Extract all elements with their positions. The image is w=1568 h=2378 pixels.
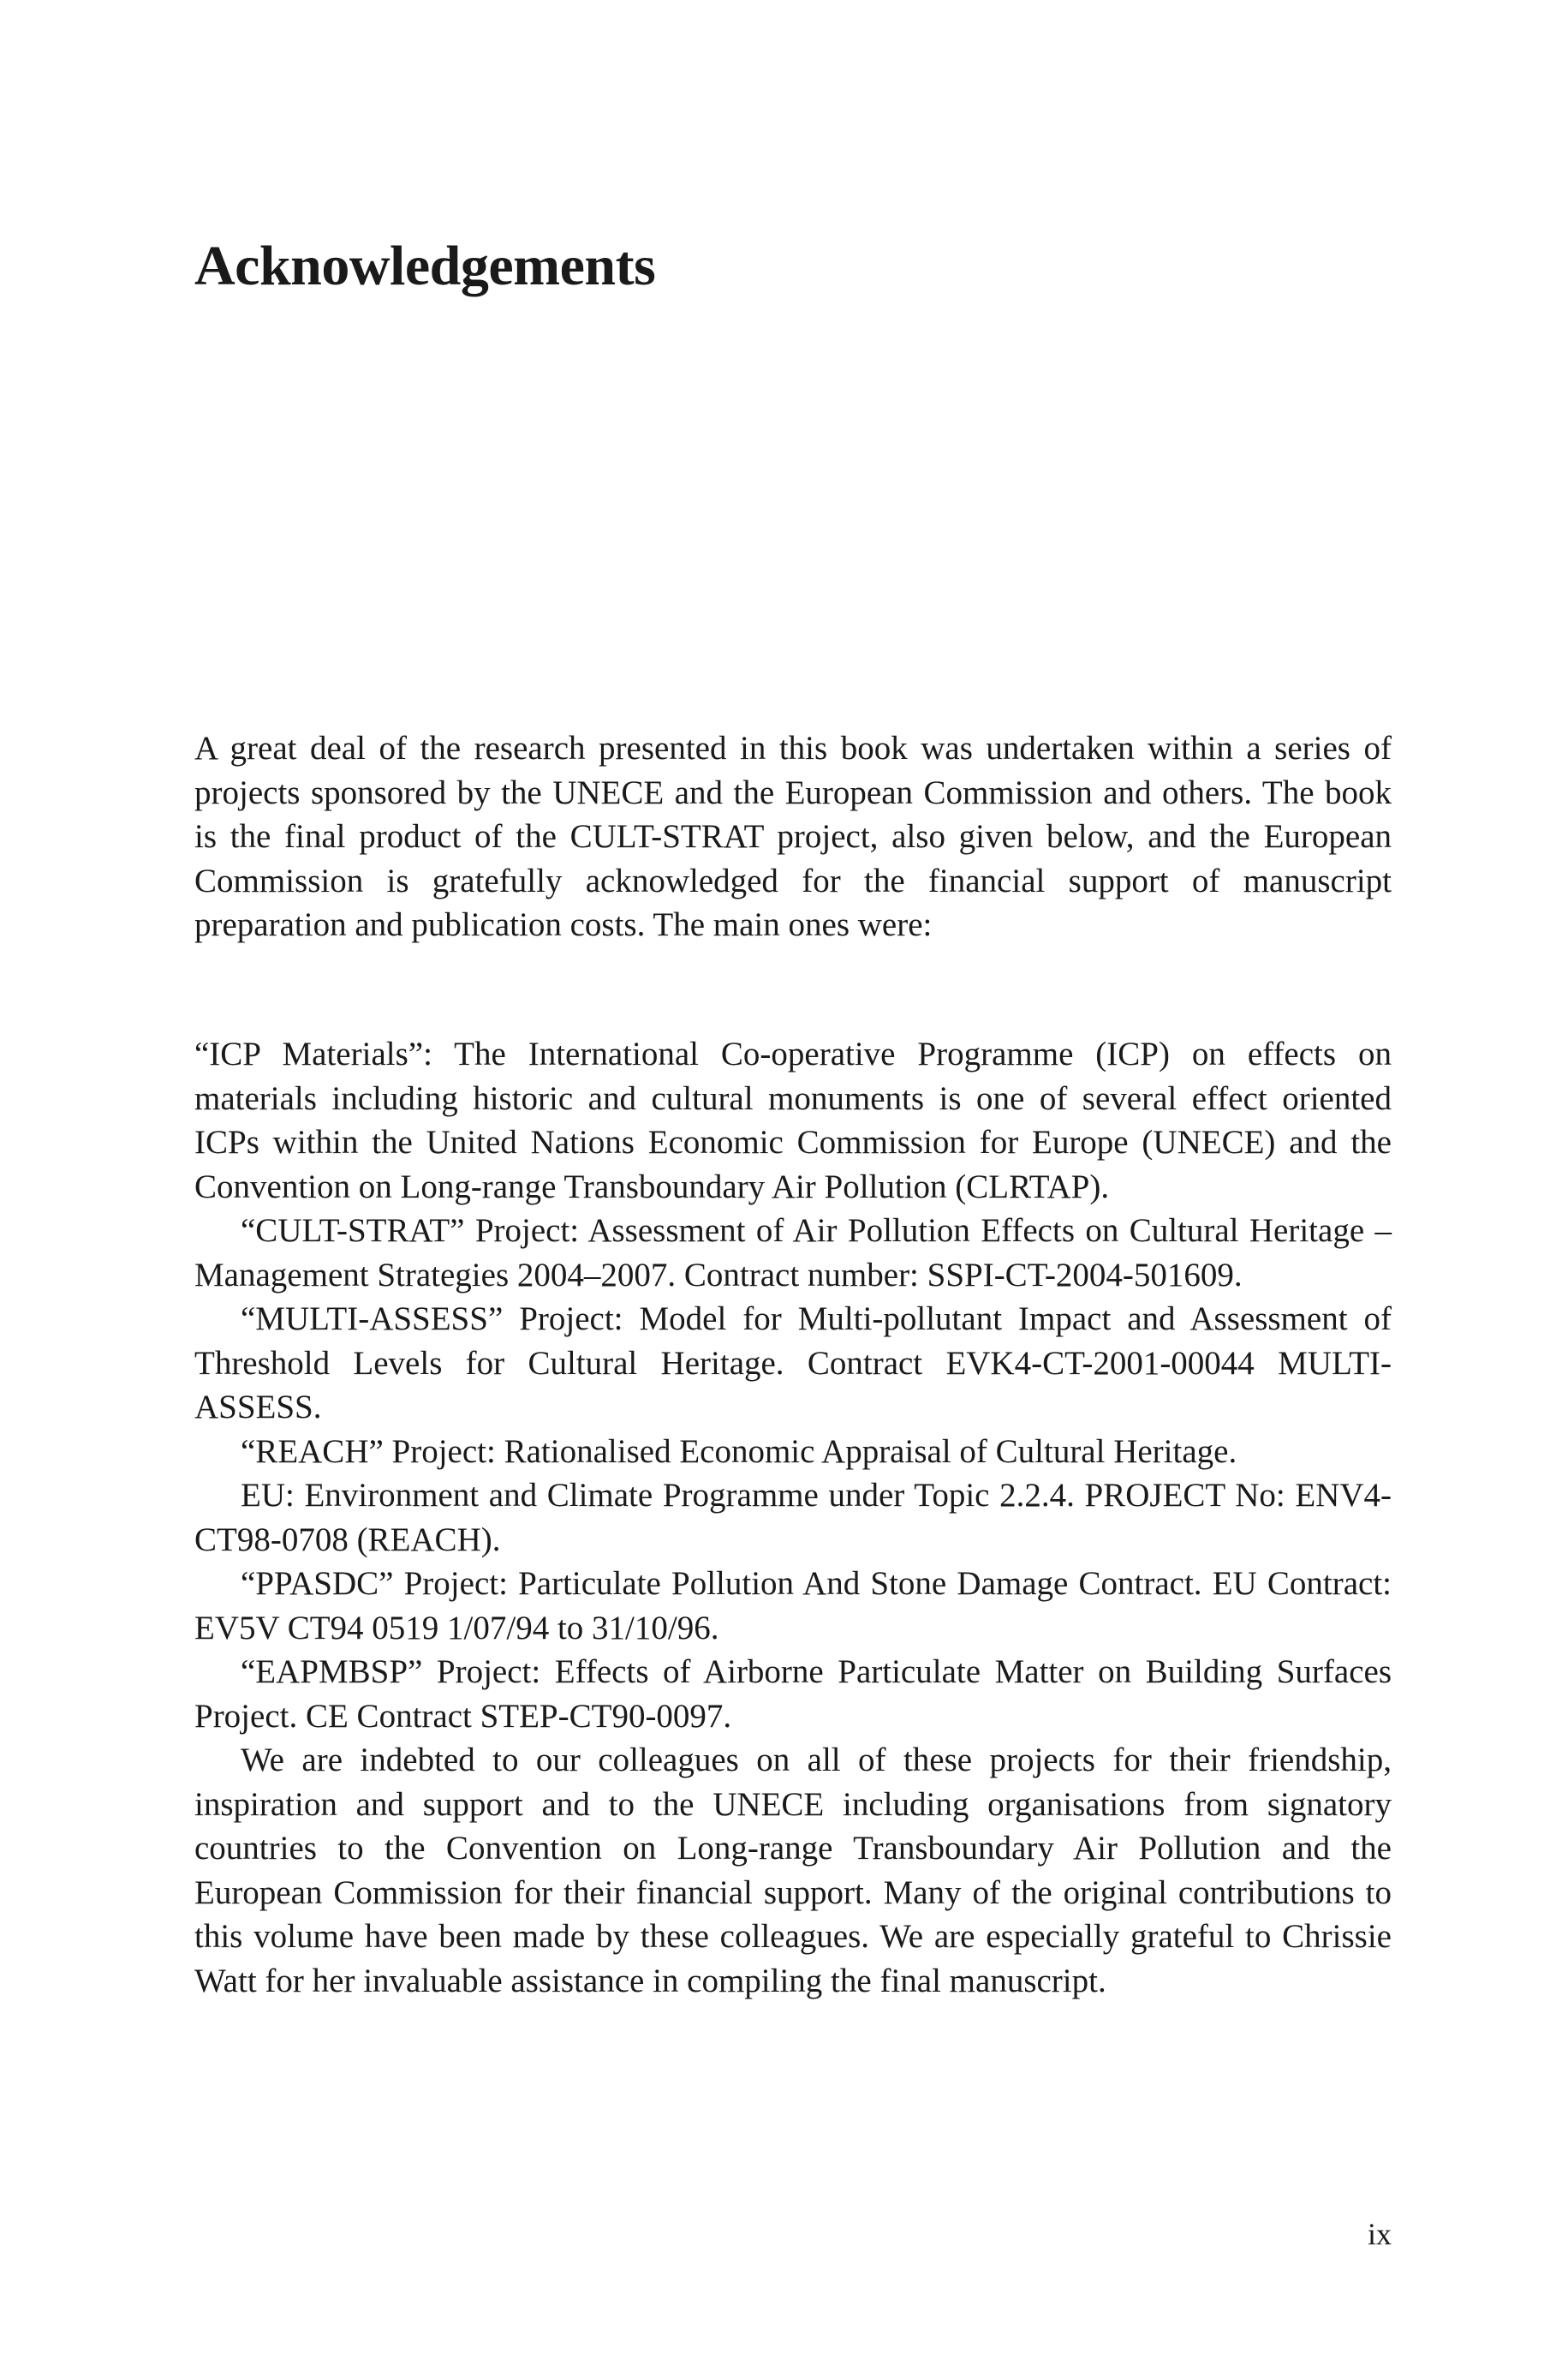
project-reach-details: EU: Environment and Climate Programme under Topic 2.2.4. PROJECT No: ENV4-CT98-0708 (REACH). — [194, 1477, 1392, 1558]
project-ppasdc: “PPASDC” Project: Particulate Pollution And Stone Damage Contract. EU Contract: EV5V CT94 0519 1/07/94 to 31/10/96. — [194, 1565, 1392, 1646]
project-reach: “REACH” Project: Rationalised Economic Appraisal of Cultural Heritage. — [241, 1432, 1237, 1470]
closing-paragraph: We are indebted to our colleagues on all of these projects for their friendship, inspiration and support and to the UNECE including organisations from signatory countries to the Convention on Long-range Transboundary Air Pollution and the European Commission for their financial support. Many of the original contributions to this volume have been made by these colleagues. We are especially grateful to Chrissie Watt for her invaluable assistance in compiling the final manuscript. — [194, 1742, 1392, 1999]
page-title: Acknowledgements — [194, 235, 656, 297]
project-cult-strat: “CULT-STRAT” Project: Assessment of Air Pollution Effects on Cultural Heritage – Management Strategies 2004–2007. Contract number: SSPI-CT-2004-501609. — [194, 1212, 1392, 1294]
intro-section — [194, 726, 1392, 947]
intro-paragraph: A great deal of the research presented in this book was undertaken within a series of projects sponsored by the UNECE and the European Commission and others. The book is the final product of the CULT-STRAT project, also given below, and the European Commission is gratefully acknowledged for the financial support of manuscript preparation and publication costs. The main ones were: — [194, 730, 1392, 943]
project-eapmbsp: “EAPMBSP” Project: Effects of Airborne Particulate Matter on Building Surfaces Project. CE Contract STEP-CT90-0097. — [194, 1653, 1392, 1735]
project-icp-materials: “ICP Materials”: The International Co-operative Programme (ICP) on effects on materials including historic and cultural monuments is one of several effect oriented ICPs within the United Nations Economic Commission for Europe (UNECE) and the Convention on Long-range Transboundary Air Pollution (CLRTAP). — [194, 1036, 1392, 1205]
projects-section — [194, 1032, 1392, 2003]
page-number: ix — [1367, 2217, 1392, 2251]
project-multi-assess: “MULTI-ASSESS” Project: Model for Multi-pollutant Impact and Assessment of Threshold Levels for Cultural Heritage. Contract EVK4-CT-2001-00044 MULTI-ASSESS. — [194, 1300, 1392, 1425]
